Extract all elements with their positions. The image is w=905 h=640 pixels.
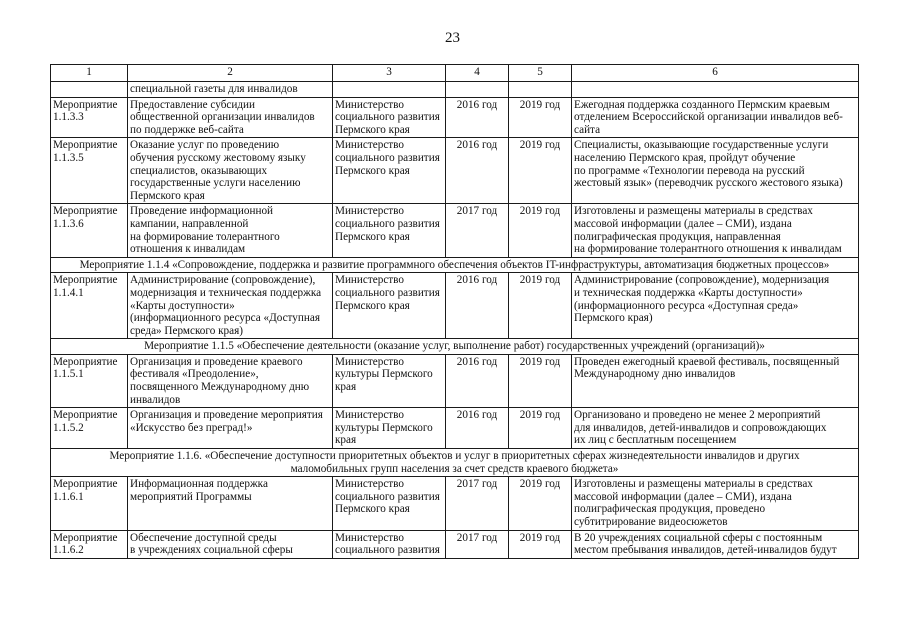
end-year: 2019 год xyxy=(509,530,572,558)
header-col-5: 5 xyxy=(509,65,572,82)
table-row xyxy=(51,138,859,204)
section-row xyxy=(51,339,859,355)
measure-code: Мероприятие 1.1.5.2 xyxy=(53,409,118,434)
table-row xyxy=(51,530,859,558)
header-col-3: 3 xyxy=(333,65,446,82)
end-year: 2019 год xyxy=(509,273,572,339)
continuation-row xyxy=(51,82,859,98)
measure-code: Мероприятие 1.1.3.3 xyxy=(53,98,118,124)
measure-name: Организация и проведение мероприятия «Искусство без преград!» xyxy=(130,409,323,434)
measure-code: Мероприятие 1.1.4.1 xyxy=(53,274,118,299)
measure-code: Мероприятие 1.1.3.5 xyxy=(53,139,118,164)
end-year: 2019 год xyxy=(509,204,572,257)
executor: Министерство социального развития Пермского края xyxy=(335,478,440,516)
end-year: 2019 год xyxy=(509,477,572,530)
measure-name: Администрирование (сопровождение), модернизация и техническая поддержка «Карты доступности» (информационного ресурса «Доступная среда» Пермского края) xyxy=(130,274,322,337)
measure-code: Мероприятие 1.1.6.1 xyxy=(53,478,118,503)
expected-result: Проведен ежегодный краевой фестиваль, посвященный Международному дню инвалидов xyxy=(574,355,840,381)
table-row xyxy=(51,97,859,138)
measure-code: Мероприятие 1.1.5.1 xyxy=(53,355,118,381)
measure-name: Информационная поддержка мероприятий Программы xyxy=(130,478,268,503)
start-year: 2016 год xyxy=(446,138,509,204)
start-year: 2016 год xyxy=(446,408,509,449)
executor: Министерство культуры Пермского края xyxy=(335,409,433,447)
start-year: 2017 год xyxy=(446,530,509,558)
header-col-6: 6 xyxy=(572,65,859,82)
table-row xyxy=(51,354,859,407)
table-row xyxy=(51,273,859,339)
header-row xyxy=(51,65,859,82)
measures-table xyxy=(50,64,859,559)
page-number: 23 xyxy=(445,30,460,46)
measure-name: Оказание услуг по проведению обучения русскому жестовому языку специалистов, оказывающих государственные услуги населению Пермского края xyxy=(130,139,306,202)
expected-result: Организовано и проведено не менее 2 мероприятий для инвалидов, детей-инвалидов и сопровождающих их лиц с бесплатным посещением xyxy=(574,409,827,447)
header-col-4: 4 xyxy=(446,65,509,82)
section-heading-1-1-5: Мероприятие 1.1.5 «Обеспечение деятельности (оказание услуг, выполнение работ) государственных учреждений (организаций)» xyxy=(51,339,859,355)
section-row xyxy=(51,449,859,477)
expected-result: Ежегодная поддержка созданного Пермским краевым отделением Всероссийской организации инвалидов веб- сайта xyxy=(574,98,843,136)
executor: Министерство социального развития Пермского края xyxy=(335,98,440,136)
executor: Министерство социального развития Пермского края xyxy=(335,139,440,177)
measure-code: Мероприятие 1.1.3.6 xyxy=(53,205,118,230)
expected-result: Специалисты, оказывающие государственные услуги населению Пермского края, пройдут обучение по программе «Технологии перевода на русский жестовый язык» (переводчик русского жестового языка) xyxy=(574,139,843,190)
measure-name: Организация и проведение краевого фестиваля «Преодоление», посвященного Международному дню инвалидов xyxy=(130,355,310,406)
header-col-1: 1 xyxy=(51,65,128,82)
executor: Министерство социального развития xyxy=(335,531,440,557)
measure-name: Обеспечение доступной среды в учреждениях социальной сферы xyxy=(130,531,293,557)
start-year: 2017 год xyxy=(446,477,509,530)
table-row xyxy=(51,204,859,257)
section-row xyxy=(51,257,859,273)
section-heading-1-1-6: Мероприятие 1.1.6. «Обеспечение доступности приоритетных объектов и услуг в приоритетных сферах жизнедеятельности инвалидов и других маломобильных групп населения за счет средств краевого бюджета» xyxy=(109,450,800,475)
measure-name: Предоставление субсидии общественной организации инвалидов по поддержке веб-сайта xyxy=(130,98,315,136)
executor: Министерство социального развития Пермского края xyxy=(335,205,440,243)
end-year: 2019 год xyxy=(509,97,572,138)
header-col-2: 2 xyxy=(128,65,333,82)
expected-result: Администрирование (сопровождение), модернизация и техническая поддержка «Карты доступности» (информационного ресурса «Доступная среда» Пермского края) xyxy=(574,274,830,325)
measure-name: Проведение информационной кампании, направленной на формирование толерантного отношения к инвалидам xyxy=(130,205,280,256)
executor: Министерство социального развития Пермского края xyxy=(335,274,440,312)
start-year: 2016 год xyxy=(446,97,509,138)
table-row xyxy=(51,408,859,449)
executor: Министерство культуры Пермского края xyxy=(335,355,433,394)
section-heading-1-1-4: Мероприятие 1.1.4 «Сопровождение, поддержка и развитие программного обеспечения объектов IT-инфраструктуры, автоматизация бюджетных процессов» xyxy=(51,257,859,273)
continuation-text: специальной газеты для инвалидов xyxy=(128,82,333,98)
expected-result: Изготовлены и размещены материалы в средствах массовой информации (далее – СМИ), издана полиграфическая продукция, проведено субтитрирование видеосюжетов xyxy=(574,478,813,528)
start-year: 2016 год xyxy=(446,354,509,407)
measure-code: Мероприятие 1.1.6.2 xyxy=(53,531,118,557)
expected-result: В 20 учреждениях социальной сферы с постоянным местом пребывания инвалидов, детей-инвалидов будут xyxy=(574,531,837,557)
start-year: 2016 год xyxy=(446,273,509,339)
end-year: 2019 год xyxy=(509,354,572,407)
start-year: 2017 год xyxy=(446,204,509,257)
end-year: 2019 год xyxy=(509,138,572,204)
table-row xyxy=(51,477,859,530)
end-year: 2019 год xyxy=(509,408,572,449)
expected-result: Изготовлены и размещены материалы в средствах массовой информации (далее – СМИ), издана полиграфическая продукция, направленная на формирование толерантного отношения к инвалидам xyxy=(574,205,842,256)
